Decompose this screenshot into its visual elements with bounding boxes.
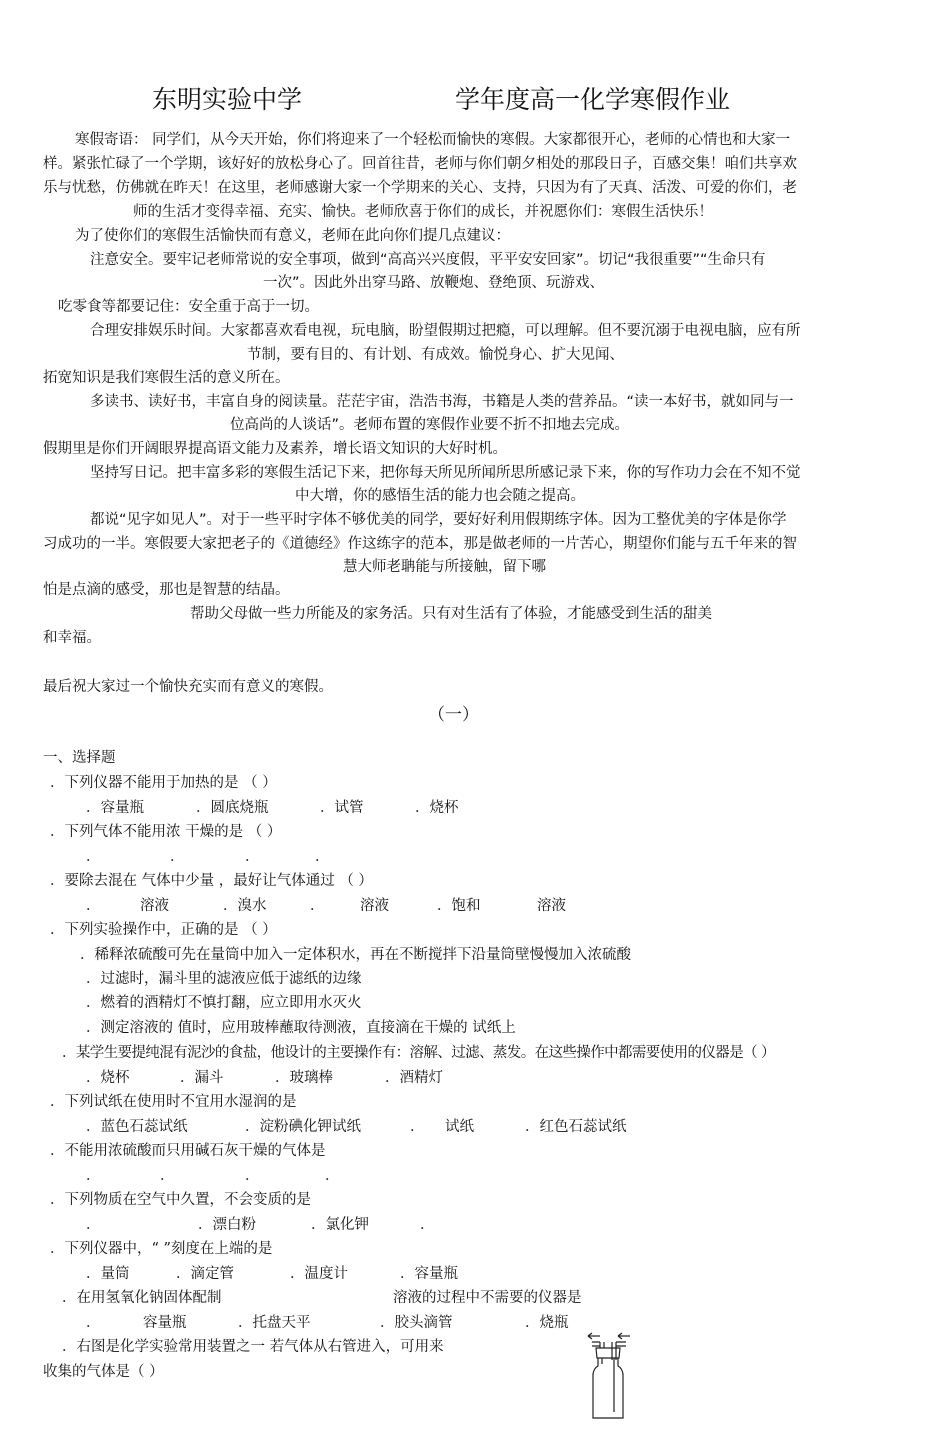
question-11-stem-cont: 收集的气体是（ ） bbox=[43, 1364, 164, 1380]
option-b: ． bbox=[160, 1168, 175, 1184]
intro-line: 为了使你们的寒假生活愉快而有意义，老师在此向你们提几点建议： bbox=[75, 228, 510, 244]
option-c: ．胶头滴管 bbox=[380, 1315, 453, 1331]
option-a: ． bbox=[86, 849, 101, 865]
option-b: ．淀粉碘化钾试纸 bbox=[245, 1119, 361, 1135]
option-b: ．漏斗 bbox=[180, 1070, 224, 1086]
intro-line: 乐与忧愁，仿佛就在昨天！在这里，老师感谢大家一个学期来的关心、支持，只因为有了天真、活泼、可爱的你们，老 bbox=[43, 180, 797, 196]
option-a-text: 溶液 bbox=[140, 898, 169, 914]
intro-line: 中大增，你的感悟生活的能力也会随之提高。 bbox=[295, 488, 585, 504]
intro-line: 和幸福。 bbox=[43, 630, 101, 646]
intro-line: 都说“见字如见人”。对于一些平时字体不够优美的同学，要好好利用假期练字体。因为工整优美的字体是你学 bbox=[90, 512, 787, 528]
option-d: ．烧瓶 bbox=[525, 1315, 569, 1331]
option-c-text: 溶液 bbox=[360, 898, 389, 914]
option-b: ．托盘天平 bbox=[238, 1315, 311, 1331]
question-2-stem: ．下列气体不能用浓 干燥的是 （ ） bbox=[50, 824, 282, 840]
question-3-stem: ．要除去混在 气体中少量 ，最好让气体通过 （ ） bbox=[50, 873, 373, 889]
intro-line: 注意安全。要牢记老师常说的安全事项，做到“高高兴兴度假，平平安安回家”。切记“我很重要”“生命只有 bbox=[90, 252, 766, 268]
intro-line: 帮助父母做一些力所能及的家务活。只有对生活有了体验，才能感受到生活的甜美 bbox=[190, 606, 712, 622]
intro-line: 拓宽知识是我们寒假生活的意义所在。 bbox=[43, 370, 290, 386]
intro-line: 合理安排娱乐时间。大家都喜欢看电视，玩电脑，盼望假期过把瘾，可以理解。但不要沉溺于电视电脑，应有所 bbox=[90, 323, 801, 339]
option-d: ．烧杯 bbox=[415, 800, 459, 816]
option-c: ．氯化钾 bbox=[311, 1217, 369, 1233]
option-a: ． bbox=[86, 1217, 101, 1233]
question-8-stem: ．下列物质在空气中久置，不会变质的是 bbox=[50, 1192, 311, 1208]
intro-line: 节制，要有目的、有计划、有成效。愉悦身心、扩大见闻、 bbox=[247, 347, 624, 363]
option-c: ．燃着的酒精灯不慎打翻，应立即用水灭火 bbox=[86, 995, 362, 1011]
section-label: （一） bbox=[428, 705, 479, 725]
option-d: ． bbox=[315, 849, 330, 865]
option-c: ．玻璃棒 bbox=[275, 1070, 333, 1086]
option-a: ． bbox=[86, 1315, 101, 1331]
option-b: ．过滤时，漏斗里的滤液应低于滤纸的边缘 bbox=[86, 971, 362, 987]
option-b: ．圆底烧瓶 bbox=[196, 800, 269, 816]
option-c: ． bbox=[245, 849, 260, 865]
intro-line: 多读书、读好书，丰富自身的阅读量。茫茫宇宙，浩浩书海，书籍是人类的营养品。“读一本好书，就如同与一 bbox=[90, 394, 794, 410]
intro-line: 最后祝大家过一个愉快充实而有意义的寒假。 bbox=[43, 679, 333, 695]
question-11-stem: ．右图是化学实验常用装置之一 若气体从右管进入，可用来 bbox=[62, 1339, 444, 1355]
option-c: ．温度计 bbox=[290, 1266, 348, 1282]
gas-bottle-figure bbox=[578, 1330, 638, 1422]
intro-line: 师的生活才变得幸福、充实、愉快。老师欣喜于你们的成长，并祝愿你们：寒假生活快乐！ bbox=[133, 204, 713, 220]
intro-line: 样。紧张忙碌了一个学期，该好好的放松身心了。回首往昔，老师与你们朝夕相处的那段日子，百感交集！咱们共享欢 bbox=[43, 156, 797, 172]
option-d: ．饱和 bbox=[437, 898, 481, 914]
option-d: ． bbox=[420, 1217, 435, 1233]
question-9-stem: ．下列仪器中，“ ”刻度在上端的是 bbox=[50, 1241, 273, 1257]
intro-line: 坚持写日记。把丰富多彩的寒假生活记下来，把你每天所见所闻所思所感记录下来，你的写作功力会在不知不觉 bbox=[90, 465, 801, 481]
intro-line: 一次”。因此外出穿马路、放鞭炮、登绝顶、玩游戏、 bbox=[263, 275, 605, 291]
option-a: ．烧杯 bbox=[86, 1070, 130, 1086]
option-c: ． bbox=[245, 1168, 260, 1184]
question-1-stem: ．下列仪器不能用于加热的是 （ ） bbox=[50, 775, 277, 791]
intro-line: 习成功的一半。寒假要大家把老子的《道德经》作这练字的范本，那是做老师的一片苦心，期望你们能与五千年来的智 bbox=[43, 536, 797, 552]
intro-line: 寒假寄语： 同学们，从今天开始，你们将迎来了一个轻松而愉快的寒假。大家都很开心，老师的心情也和大家一 bbox=[75, 132, 791, 148]
page-title-right: 学年度高一化学寒假作业 bbox=[455, 85, 731, 114]
option-d: ．红色石蕊试纸 bbox=[525, 1119, 627, 1135]
question-7-stem: ．不能用浓硫酸而只用碱石灰干燥的气体是 bbox=[50, 1143, 326, 1159]
intro-line: 位高尚的人谈话”。老师布置的寒假作业要不折不扣地去完成。 bbox=[230, 417, 630, 433]
option-a: ．容量瓶 bbox=[86, 800, 144, 816]
intro-line: 慧大师老聃能与所接触，留下哪 bbox=[343, 559, 546, 575]
question-5-stem: ．某学生要提纯混有泥沙的食盐，他设计的主要操作有：溶解、过滤、蒸发。在这些操作中都需要使用的仪器是（ ） bbox=[62, 1045, 775, 1061]
option-d: ． bbox=[325, 1168, 340, 1184]
option-d-text: 溶液 bbox=[537, 898, 566, 914]
question-6-stem: ．下列试纸在使用时不宜用水湿润的是 bbox=[50, 1094, 297, 1110]
question-10-stem: ．在用氢氧化钠固体配制 bbox=[62, 1290, 222, 1306]
option-d: ．容量瓶 bbox=[400, 1266, 458, 1282]
option-c-text: 试纸 bbox=[445, 1119, 474, 1135]
intro-line: 吃零食等都要记住：安全重于高于一切。 bbox=[58, 299, 319, 315]
intro-line: 怕是点滴的感受，那也是智慧的结晶。 bbox=[43, 582, 290, 598]
option-a: ．蓝色石蕊试纸 bbox=[86, 1119, 188, 1135]
option-c: ． bbox=[310, 898, 325, 914]
option-c: ．试管 bbox=[320, 800, 364, 816]
page-title-left: 东明实验中学 bbox=[152, 85, 303, 114]
question-10-stem-cont: 溶液的过程中不需要的仪器是 bbox=[393, 1290, 582, 1306]
option-a: ．稀释浓硫酸可先在量筒中加入一定体积水，再在不断搅拌下沿量筒壁慢慢加入浓硫酸 bbox=[80, 947, 631, 963]
option-a-text: 容量瓶 bbox=[143, 1315, 187, 1331]
option-b: ．漂白粉 bbox=[198, 1217, 256, 1233]
option-b: ．溴水 bbox=[223, 898, 267, 914]
option-d: ．测定溶液的 值时，应用玻棒蘸取待测液，直接滴在干燥的 试纸上 bbox=[86, 1020, 516, 1036]
option-a: ． bbox=[86, 898, 101, 914]
option-d: ．酒精灯 bbox=[385, 1070, 443, 1086]
section-heading: 一、选择题 bbox=[43, 750, 116, 766]
option-b: ．滴定管 bbox=[176, 1266, 234, 1282]
intro-line: 假期里是你们开阔眼界提高语文能力及素养，增长语文知识的大好时机。 bbox=[43, 441, 507, 457]
option-a: ．量筒 bbox=[86, 1266, 130, 1282]
question-4-stem: ．下列实验操作中，正确的是 （ ） bbox=[50, 922, 277, 938]
option-a: ． bbox=[86, 1168, 101, 1184]
option-c: ． bbox=[410, 1119, 425, 1135]
option-b: ． bbox=[170, 849, 185, 865]
